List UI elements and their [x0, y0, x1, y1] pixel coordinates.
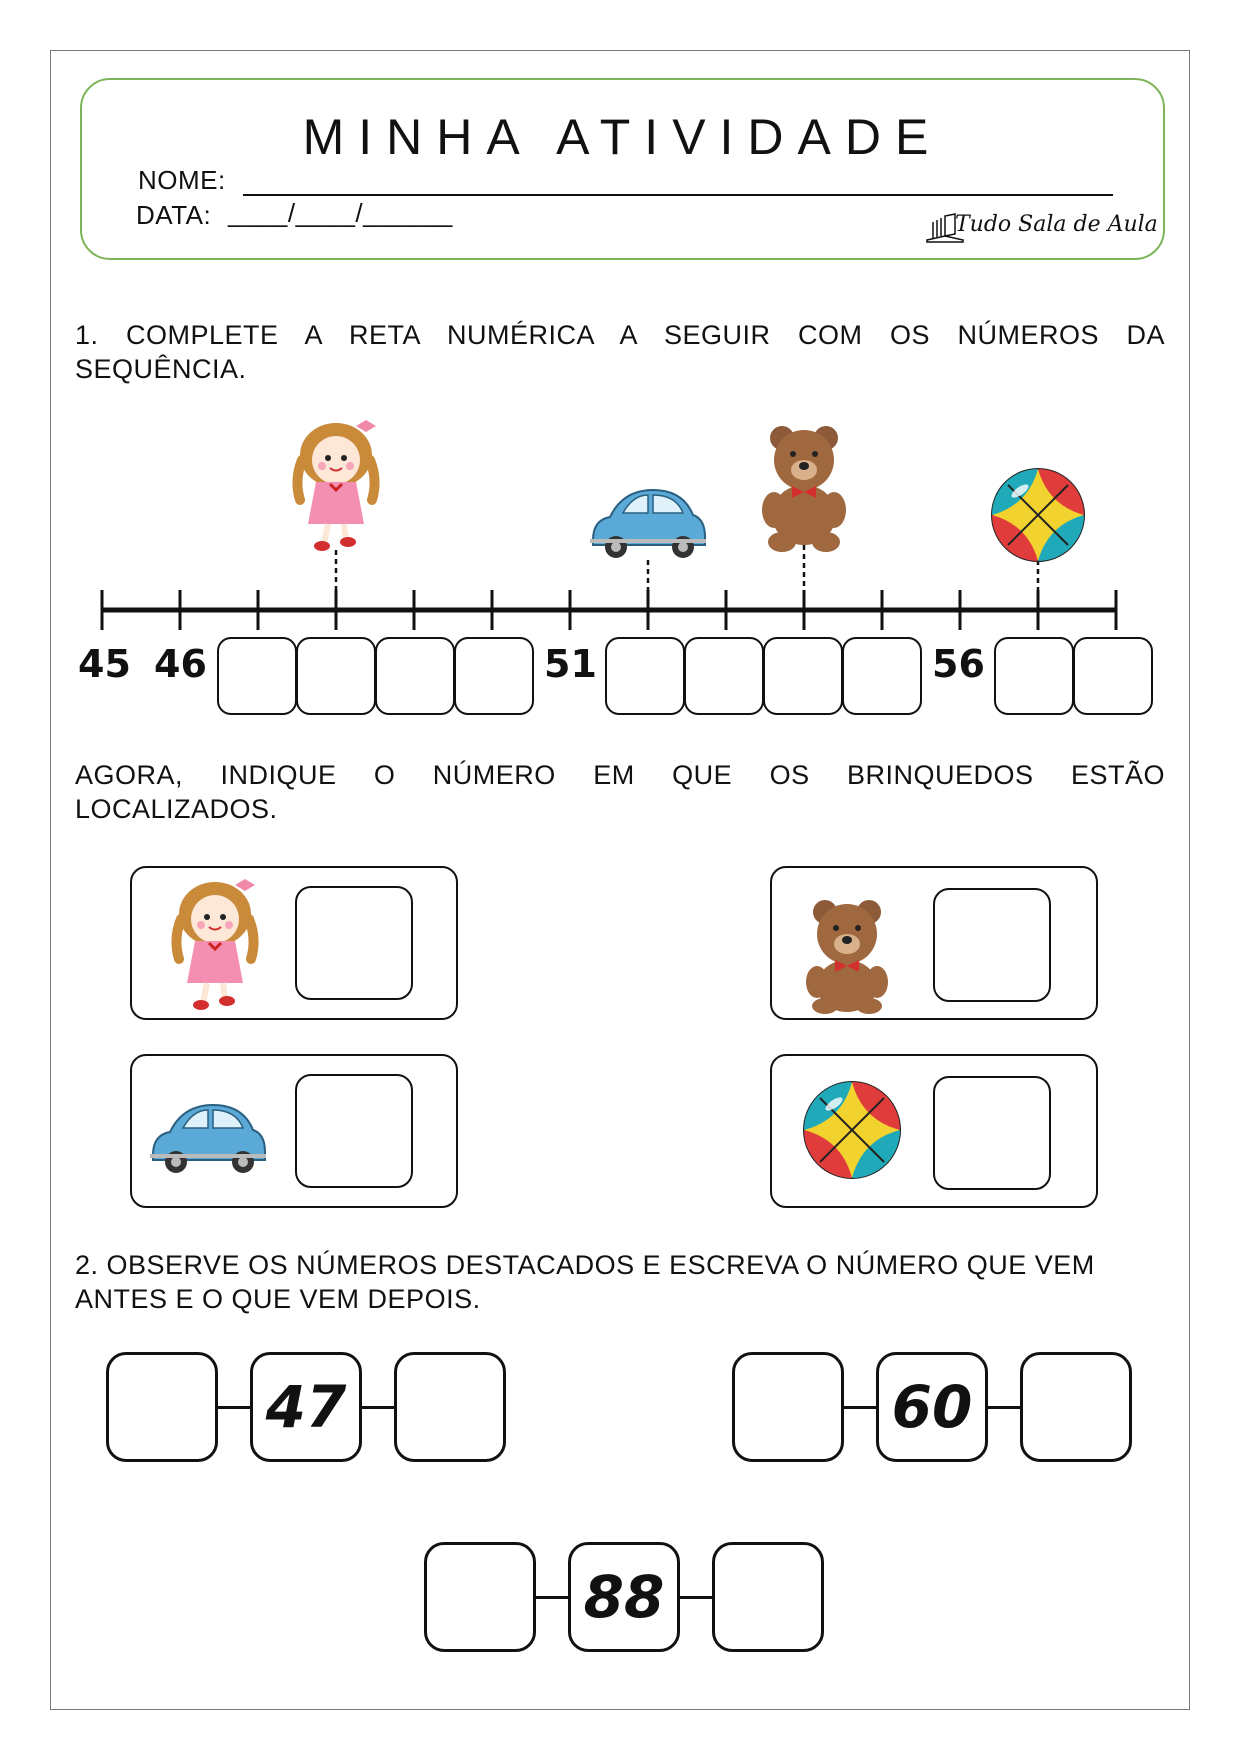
- toy-card-ball: [770, 1054, 1098, 1208]
- given-number-45: 45: [78, 642, 131, 686]
- highlighted-number: 47: [250, 1352, 362, 1462]
- bear-answer-box[interactable]: [933, 888, 1051, 1002]
- after-box[interactable]: [1020, 1352, 1132, 1462]
- answer-box-58[interactable]: [1073, 637, 1153, 715]
- answer-box-57[interactable]: [994, 637, 1074, 715]
- highlighted-number: 60: [876, 1352, 988, 1462]
- toy-card-bear: [770, 866, 1098, 1020]
- given-number-46: 46: [154, 642, 207, 686]
- doll-icon: [297, 420, 376, 551]
- before-box[interactable]: [732, 1352, 844, 1462]
- answer-box-49[interactable]: [375, 637, 455, 715]
- q1b-line1: AGORA, INDIQUE O NÚMERO EM QUE OS BRINQUEDOS ESTÃO: [75, 760, 1165, 790]
- q1b-line2: LOCALIZADOS.: [75, 794, 278, 824]
- after-box[interactable]: [712, 1542, 824, 1652]
- name-line[interactable]: [243, 194, 1113, 196]
- given-number-56: 56: [932, 642, 985, 686]
- car-icon: [590, 490, 706, 558]
- teddy-bear-icon: [792, 874, 902, 1014]
- connector: [218, 1406, 252, 1409]
- after-box[interactable]: [394, 1352, 506, 1462]
- sequence-group-60: [732, 1352, 1132, 1464]
- connector: [844, 1406, 878, 1409]
- q2-line1: 2. OBSERVE OS NÚMEROS DESTACADOS E ESCREVA O NÚMERO QUE VEM: [75, 1250, 1095, 1280]
- before-box[interactable]: [424, 1542, 536, 1652]
- answer-box-47[interactable]: [217, 637, 297, 715]
- sequence-group-88: [424, 1542, 824, 1654]
- date-blank[interactable]: ____/____/______: [228, 198, 453, 228]
- ball-icon: [992, 469, 1084, 561]
- brand-logo: [925, 208, 1158, 248]
- teddy-bear-icon: [762, 426, 846, 552]
- connector: [988, 1406, 1022, 1409]
- highlighted-number: 88: [568, 1542, 680, 1652]
- page-title: MINHA ATIVIDADE: [302, 109, 943, 165]
- sequence-group-47: [106, 1352, 506, 1464]
- q1-line2: SEQUÊNCIA.: [75, 354, 247, 384]
- answer-box-50[interactable]: [454, 637, 534, 715]
- doll-answer-box[interactable]: [295, 886, 413, 1000]
- name-label: NOME:: [138, 165, 226, 195]
- answer-box-52[interactable]: [605, 637, 685, 715]
- given-number-51: 51: [544, 642, 597, 686]
- answer-box-55[interactable]: [842, 637, 922, 715]
- q2-line2: ANTES E O QUE VEM DEPOIS.: [75, 1284, 481, 1314]
- doll-icon: [160, 874, 270, 1014]
- answer-box-48[interactable]: [296, 637, 376, 715]
- before-box[interactable]: [106, 1352, 218, 1462]
- date-label: DATA:: [136, 200, 212, 230]
- brand-text: Tudo Sala de Aula: [955, 212, 1158, 237]
- answer-box-53[interactable]: [684, 637, 764, 715]
- connector: [680, 1596, 714, 1599]
- connector: [362, 1406, 396, 1409]
- q1-line1: 1. COMPLETE A RETA NUMÉRICA A SEGUIR COM OS NÚMEROS DA: [75, 320, 1165, 350]
- toy-card-doll: [130, 866, 458, 1020]
- connector: [536, 1596, 570, 1599]
- ball-icon: [800, 1078, 904, 1182]
- ball-answer-box[interactable]: [933, 1076, 1051, 1190]
- answer-box-54[interactable]: [763, 637, 843, 715]
- car-answer-box[interactable]: [295, 1074, 413, 1188]
- toy-card-car: [130, 1054, 458, 1208]
- car-icon: [146, 1100, 270, 1180]
